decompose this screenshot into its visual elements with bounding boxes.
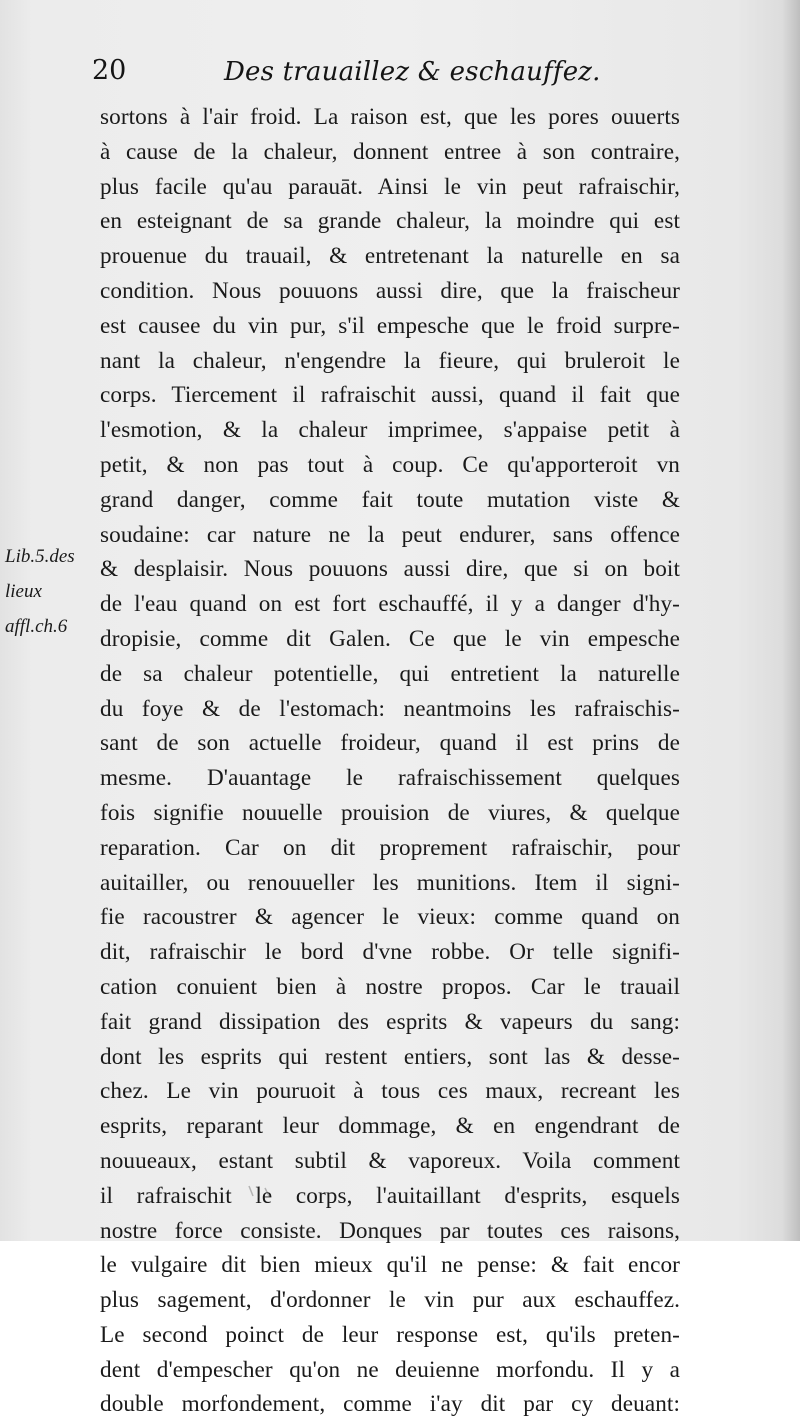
- text-line: de sa chaleur potentielle, qui entretient la naturelle: [100, 660, 680, 687]
- text-line: il rafraischit le corps, l'auitaillant d'esprits, esquels: [100, 1182, 680, 1209]
- text-line: petit, & non pas tout à coup. Ce qu'apporteroit vn: [100, 451, 680, 478]
- margin-note-line: Lib.5.des: [5, 546, 75, 567]
- text-line: fie racoustrer & agencer le vieux: comme quand on: [100, 904, 680, 931]
- text-line: le vulgaire dit bien mieux qu'il ne pense: & fait encor: [100, 1252, 680, 1279]
- text-line: nouueaux, estant subtil & vaporeux. Voila comment: [100, 1147, 680, 1174]
- text-line: mesme. D'auantage le rafraischissement quelques: [100, 765, 680, 792]
- text-line: plus facile qu'au parauāt. Ainsi le vin peut rafraischir,: [100, 173, 680, 200]
- text-line: cation conuient bien à nostre propos. Car le trauail: [100, 973, 680, 1000]
- text-line: l'esmotion, & la chaleur imprimee, s'appaise petit à: [100, 417, 680, 444]
- text-line: sortons à l'air froid. La raison est, que les pores ouuerts: [100, 104, 680, 130]
- text-line: dit, rafraischir le bord d'vne robbe. Or telle signifi-: [100, 939, 680, 966]
- text-line: est causee du vin pur, s'il empesche que le froid surpre-: [100, 312, 680, 339]
- text-line: dropisie, comme dit Galen. Ce que le vin empesche: [100, 625, 680, 652]
- text-line: prouenue du trauail, & entretenant la naturelle en sa: [100, 243, 680, 270]
- text-line: esprits, reparant leur dommage, & en engendrant de: [100, 1113, 680, 1140]
- text-line: & desplaisir. Nous pouuons aussi dire, que si on boit: [100, 556, 680, 583]
- text-line: fait grand dissipation des esprits & vapeurs du sang:: [100, 1008, 680, 1035]
- page-number: 20: [92, 55, 127, 86]
- text-line: du foye & de l'estomach: neantmoins les rafraischis-: [100, 695, 680, 722]
- text-line: corps. Tiercement il rafraischit aussi, quand il fait que: [100, 382, 680, 409]
- text-line: reparation. Car on dit proprement rafraischir, pour: [100, 834, 680, 861]
- text-line: grand danger, comme fait toute mutation viste &: [100, 486, 680, 513]
- text-line: dont les esprits qui restent entiers, sont las & desse-: [100, 1043, 680, 1070]
- text-line: à cause de la chaleur, donnent entree à son contraire,: [100, 138, 680, 165]
- page-edge-shadow: [782, 0, 800, 1241]
- text-line: nostre force consiste. Donques par toutes ces raisons,: [100, 1217, 680, 1244]
- text-line: dent d'empescher qu'on ne deuienne morfondu. Il y a: [100, 1356, 680, 1383]
- body-text: [100, 100, 680, 1422]
- text-line: condition. Nous pouuons aussi dire, que la fraischeur: [100, 277, 680, 304]
- text-line: auitailler, ou renouueller les munitions. Item il signi-: [100, 869, 680, 896]
- text-line: en esteignant de sa grande chaleur, la moindre qui est: [100, 208, 680, 235]
- text-line: soudaine: car nature ne la peut endurer, sans offence: [100, 521, 680, 548]
- margin-note-line: affl.ch.6: [5, 615, 68, 637]
- text-line: Le second poinct de leur response est, qu'ils preten-: [100, 1321, 680, 1348]
- ink-smudge-mark: [245, 1182, 285, 1202]
- margin-note-line: lieux: [5, 580, 42, 602]
- page-header: [92, 55, 732, 95]
- text-line: plus sagement, d'ordonner le vin pur aux eschauffez.: [100, 1287, 680, 1314]
- text-line: double morfondement, comme i'ay dit par cy deuant:: [100, 1391, 680, 1418]
- running-title: Des trauaillez & eschauffez.: [224, 57, 601, 87]
- text-line: sant de son actuelle froideur, quand il est prins de: [100, 730, 680, 757]
- text-line: de l'eau quand on est fort eschauffé, il y a danger d'hy-: [100, 591, 680, 618]
- margin-citation: [5, 540, 100, 644]
- text-line: fois signifie nouuelle prouision de viures, & quelque: [100, 799, 680, 826]
- text-line: chez. Le vin pouruoit à tous ces maux, recreant les: [100, 1078, 680, 1105]
- text-line: nant la chaleur, n'engendre la fieure, qui bruleroit le: [100, 347, 680, 374]
